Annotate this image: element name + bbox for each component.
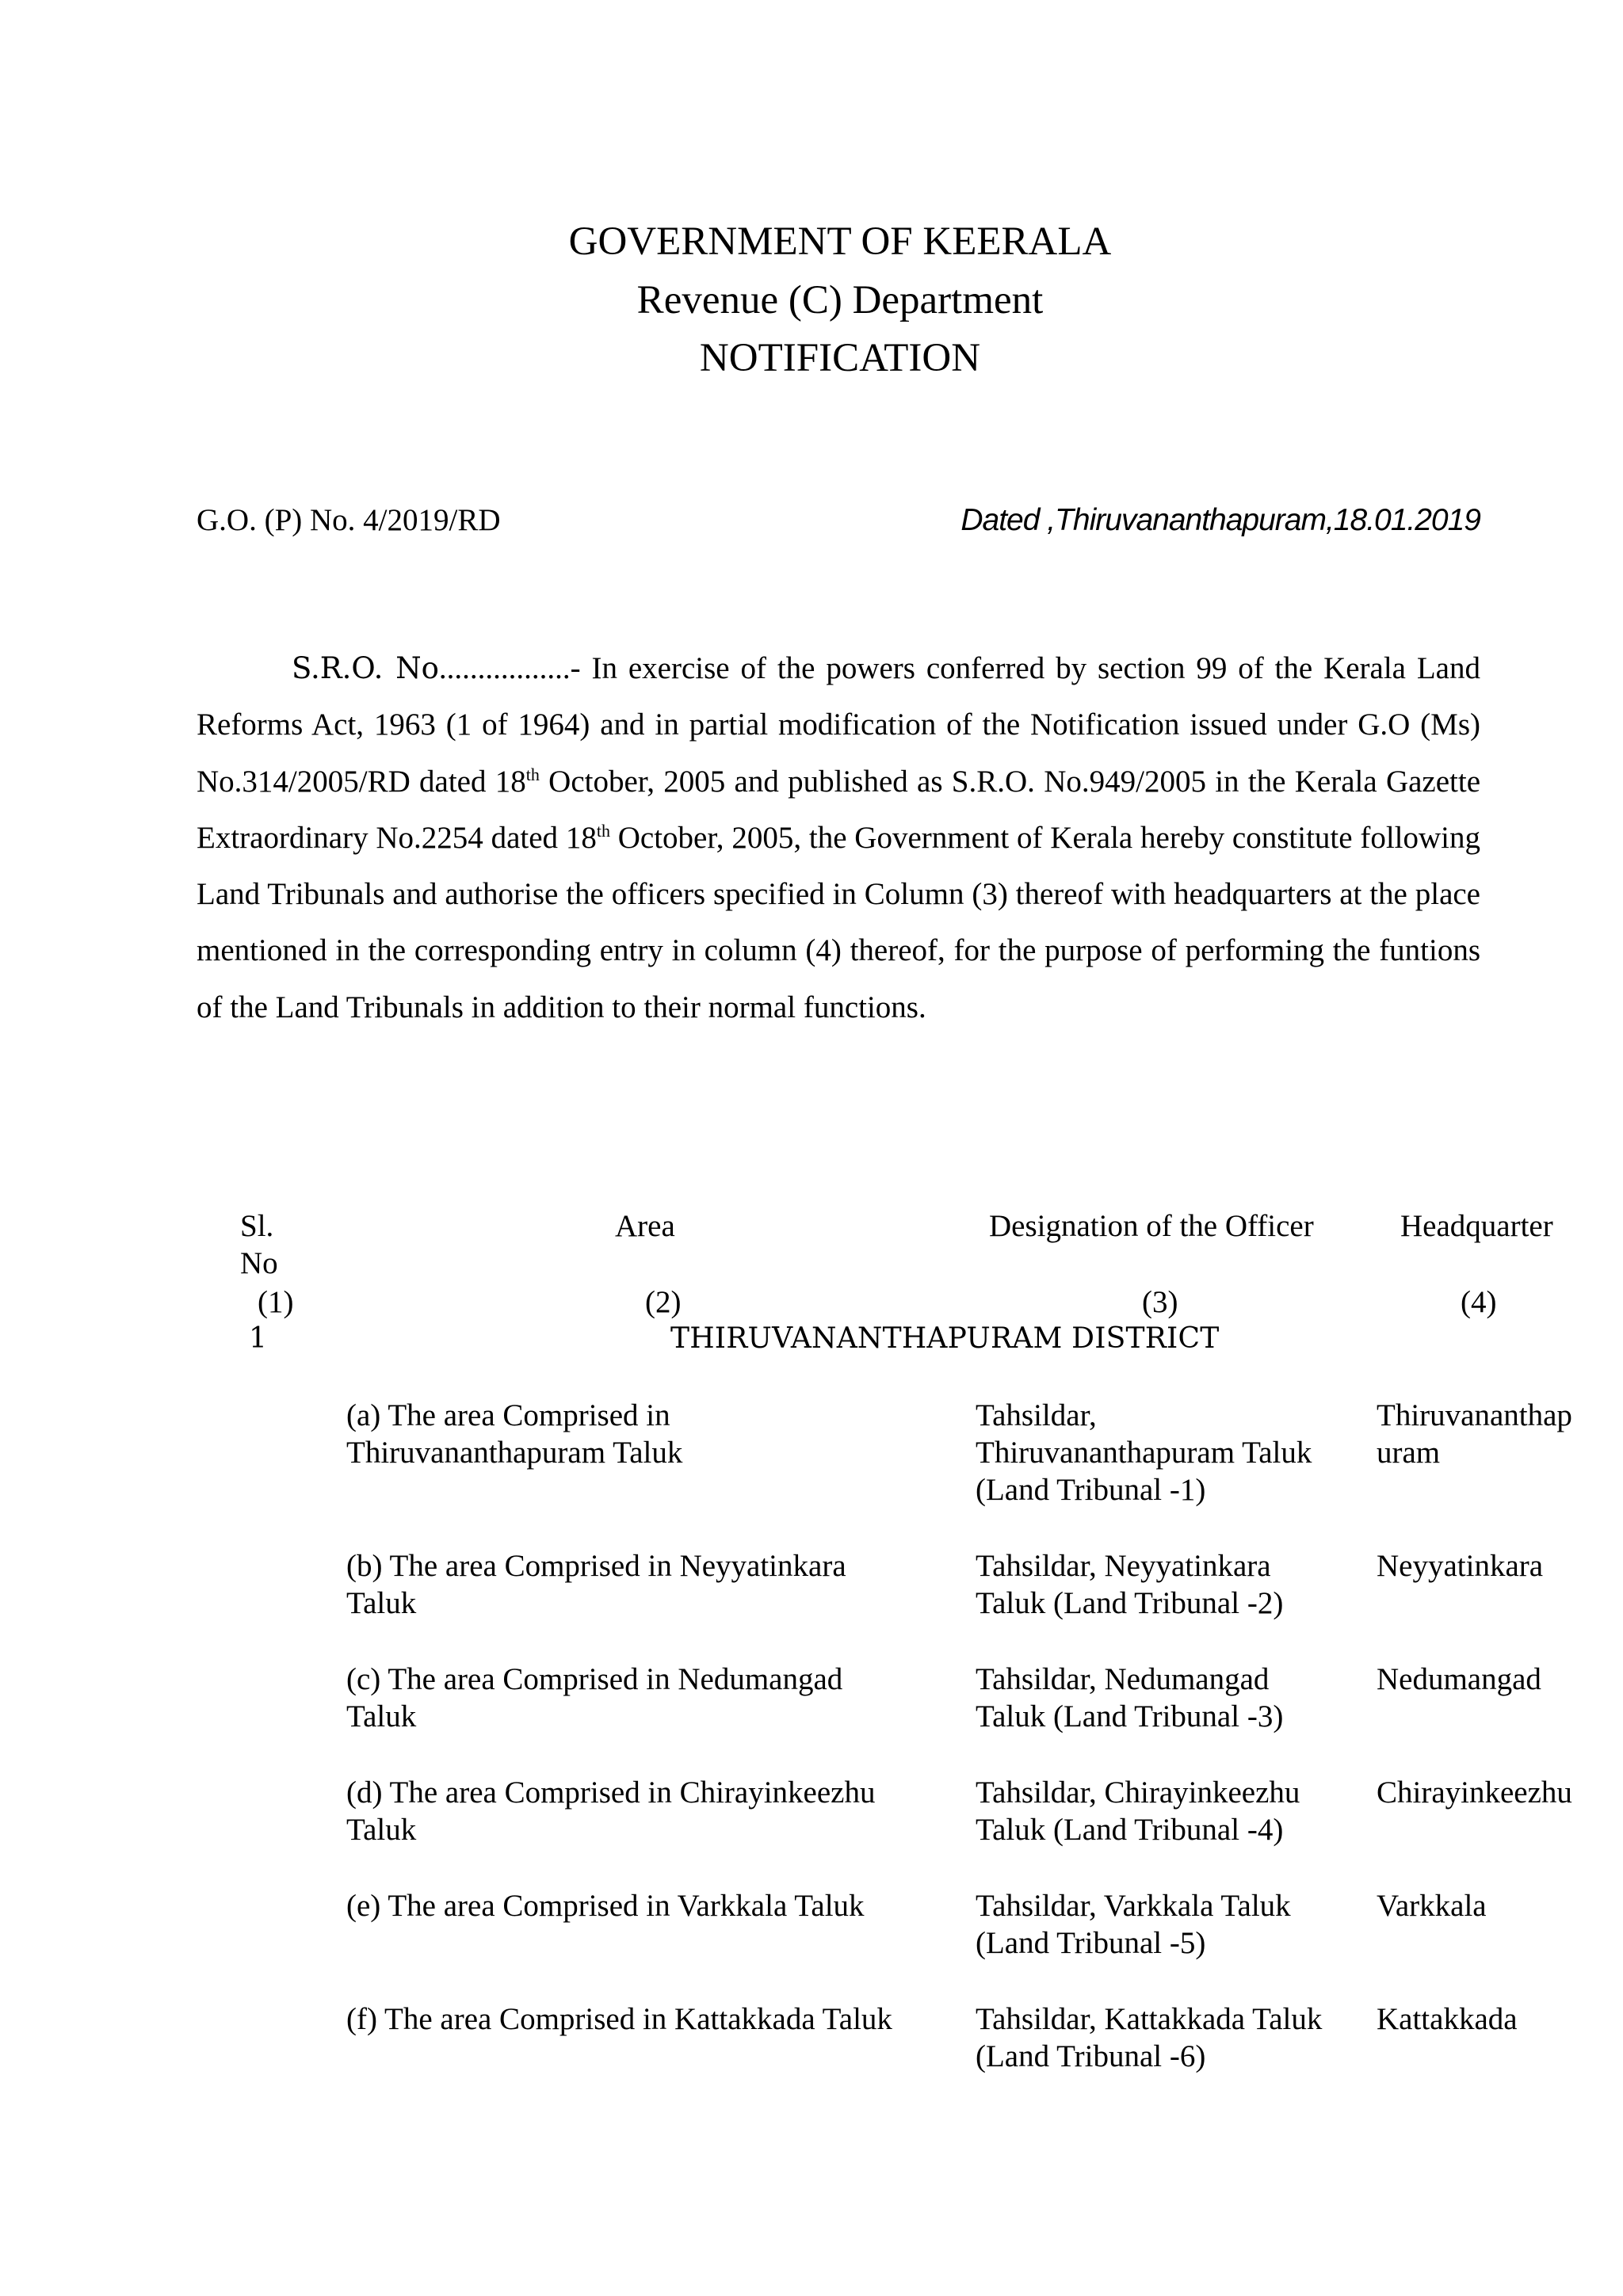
- column-number-3: (3): [1142, 1285, 1178, 1319]
- row-c-officer-line1: Tahsildar, Nedumangad: [976, 1662, 1270, 1696]
- row-b-officer-line1: Tahsildar, Neyyatinkara: [976, 1549, 1271, 1583]
- row-d-officer-line1: Tahsildar, Chirayinkeezhu: [976, 1775, 1300, 1810]
- row-b-headquarter: Neyyatinkara: [1377, 1549, 1544, 1583]
- column-number-1: (1): [258, 1285, 294, 1319]
- row-e-area: (e) The area Comprised in Varkkala Taluk: [346, 1889, 865, 1923]
- row-d-headquarter: Chirayinkeezhu: [1377, 1775, 1572, 1810]
- paragraph-text-2: October, 2005 and published as S.R.O. No.949/2005 in the Kerala Gazette Extraordinary No.2254 dated 18: [197, 764, 1481, 855]
- row-c-area-line2: Taluk: [346, 1699, 417, 1733]
- header-designation: Designation of the Officer: [989, 1209, 1314, 1243]
- row-e-officer-line2: (Land Tribunal -5): [976, 1926, 1206, 1960]
- row-f-officer-line1: Tahsildar, Kattakkada Taluk: [976, 2002, 1323, 2036]
- header-sl: Sl.: [240, 1209, 274, 1243]
- district-name: THIRUVANANTHAPURAM DISTRICT: [670, 1322, 1220, 1355]
- notification-paragraph: [197, 640, 1480, 1035]
- row-a-area-line1: (a) The area Comprised in: [346, 1398, 670, 1432]
- row-c-area-line1: (c) The area Comprised in Nedumangad: [346, 1662, 843, 1696]
- go-number: G.O. (P) No. 4/2019/RD: [197, 503, 501, 537]
- row-a-officer-line1: Tahsildar,: [976, 1398, 1097, 1432]
- notification-title: NOTIFICATION: [699, 336, 981, 380]
- row-f-officer-line2: (Land Tribunal -6): [976, 2039, 1206, 2073]
- row-f-headquarter: Kattakkada: [1377, 2002, 1518, 2036]
- row-d-area-line2: Taluk: [346, 1813, 417, 1847]
- row-f-area: (f) The area Comprised in Kattakkada Taluk: [346, 2002, 892, 2036]
- row-e-headquarter: Varkkala: [1377, 1889, 1487, 1923]
- header-area: Area: [615, 1209, 675, 1243]
- government-title: GOVERNMENT OF KEERALA: [568, 219, 1112, 264]
- paragraph-text-1: In exercise of the powers conferred by section 99 of the Kerala Land Reforms Act, 1963 (1 of 1964) and in partial modification of the Notification issued under G.O (Ms) No.314/2005/RD dated 18: [197, 651, 1480, 799]
- sro-dots: .................-: [438, 651, 592, 685]
- row-e-officer-line1: Tahsildar, Varkkala Taluk: [976, 1889, 1291, 1923]
- column-number-4: (4): [1461, 1285, 1497, 1319]
- row-a-headquarter-line1: Thiruvananthap: [1377, 1398, 1572, 1432]
- paragraph-text-3: October, 2005, the Government of Kerala hereby constitute following Land Tribunals and authorise the officers specified in Column (3) thereof with headquarters at the place mentioned in the corresponding entry in column (4) thereof, for the purpose of performing the funtions of the Land Tribunals in addition to their normal functions.: [197, 820, 1480, 1024]
- row-c-headquarter: Nedumangad: [1377, 1662, 1541, 1696]
- row-b-officer-line2: Taluk (Land Tribunal -2): [976, 1586, 1284, 1620]
- sro-label: S.R.O. No: [292, 651, 439, 685]
- row-d-area-line1: (d) The area Comprised in Chirayinkeezhu: [346, 1775, 876, 1810]
- column-number-2: (2): [645, 1285, 682, 1319]
- department-title: Revenue (C) Department: [636, 278, 1044, 322]
- row-b-area-line1: (b) The area Comprised in Neyyatinkara: [346, 1549, 846, 1583]
- district-sl-number: 1: [249, 1322, 268, 1355]
- row-a-officer-line3: (Land Tribunal -1): [976, 1473, 1206, 1507]
- row-a-officer-line2: Thiruvananthapuram Taluk: [976, 1436, 1312, 1470]
- ordinal-suffix-2: th: [596, 820, 610, 841]
- header-headquarter: Headquarter: [1400, 1209, 1553, 1243]
- row-a-area-line2: Thiruvananthapuram Taluk: [346, 1436, 683, 1470]
- row-c-officer-line2: Taluk (Land Tribunal -3): [976, 1699, 1284, 1733]
- dated-line: Dated ,Thiruvananthapuram,18.01.2019: [960, 503, 1480, 537]
- ordinal-suffix-1: th: [525, 764, 540, 784]
- row-a-headquarter-line2: uram: [1377, 1436, 1441, 1470]
- header-no: No: [240, 1246, 278, 1280]
- row-d-officer-line2: Taluk (Land Tribunal -4): [976, 1813, 1284, 1847]
- row-b-area-line2: Taluk: [346, 1586, 417, 1620]
